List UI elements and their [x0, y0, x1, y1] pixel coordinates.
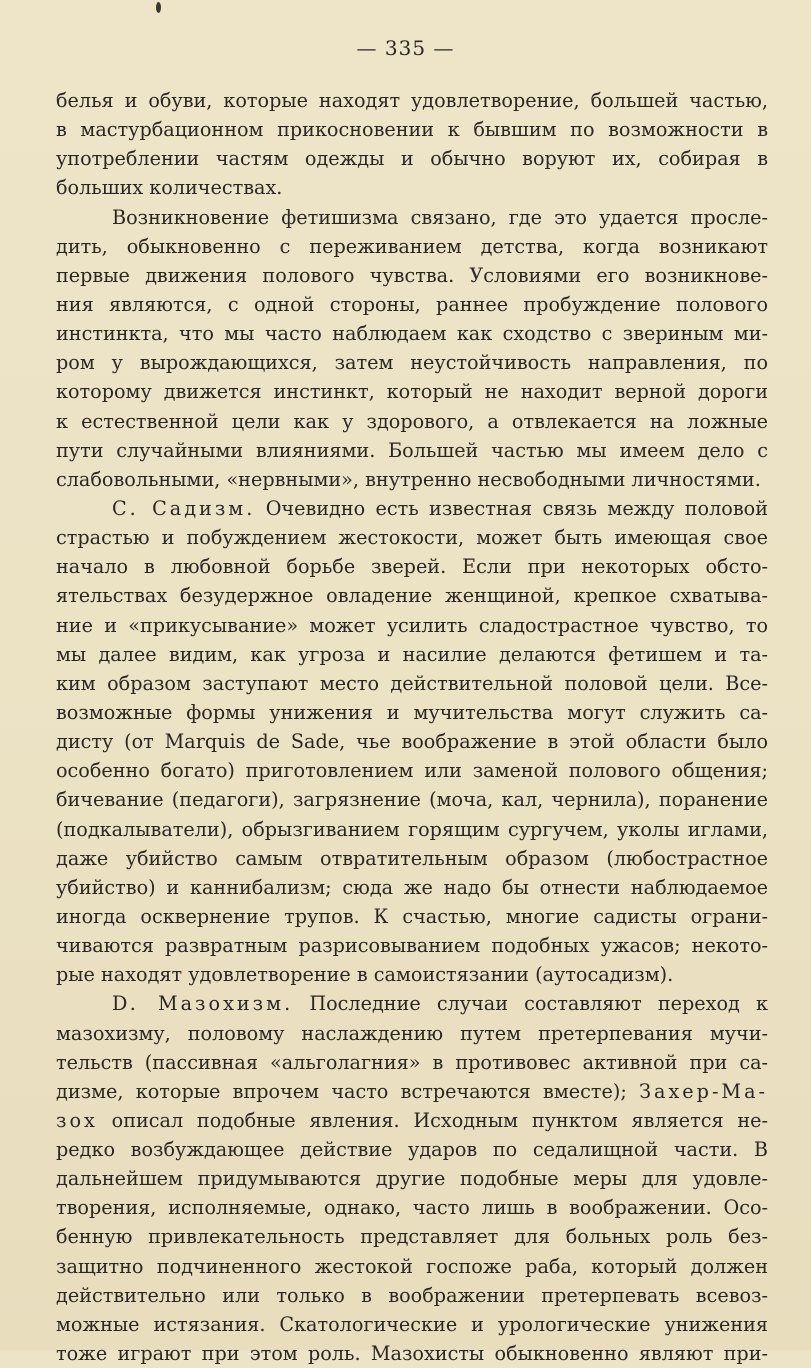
- text-fragment: дизме, которые впрочем часто встречаются вместе);: [56, 1079, 627, 1103]
- text-line: действительно или только в воображении претерпевать всевоз-: [56, 1283, 768, 1307]
- text-line: пути случайными влияниями. Большей частью мы имеем дело с: [56, 438, 768, 462]
- text-line: можные истязания. Скатологические и урологические унижения: [56, 1312, 768, 1336]
- text-line: чиваются развратным разрисовыванием подобных ужасов; некото-: [56, 934, 768, 958]
- heading-sadism: С. Садизм.: [112, 496, 256, 520]
- text-line: мы далее видим, как угроза и насилие делаются фетишем и та-: [56, 642, 768, 666]
- text-line: [56, 494, 768, 523]
- text-line: дить, обыкновенно с переживанием детства, когда возникают: [56, 234, 768, 258]
- text-line: ния являются, с одной стороны, раннее пробуждение полового: [56, 292, 768, 316]
- text-line: бичевание (педагоги), загрязнение (моча, кал, чернила), поранение: [56, 788, 768, 812]
- text-line: инстинкта, что мы часто наблюдаем как сходство с звериным ми-: [56, 322, 768, 346]
- text-line: к естественной цели как у здорового, а отвлекается на ложные: [56, 409, 768, 433]
- text-line: белья и обуви, которые находят удовлетворение, большей частью,: [56, 89, 768, 112]
- text-fragment: Очевидно есть известная связь между половой: [265, 496, 768, 520]
- text-line: слабовольными, «нервными», внутренно несвободными личностями.: [56, 467, 761, 491]
- text-line: защитно подчиненного жестокой госпоже раба, который должен: [56, 1254, 768, 1278]
- text-line: которому движется инстинкт, который не находит верной дороги: [56, 380, 768, 404]
- text-line: убийство) и каннибализм; сюда же надо бы отнести наблюдаемое: [56, 875, 768, 899]
- text-line: редко возбуждающее действие ударов по седалищной части. В: [56, 1138, 768, 1162]
- text-line: Возникновение фетишизма связано, где это удается просле-: [112, 205, 768, 229]
- text-line: страстью и побуждением жестокости, может быть имеющая свое: [56, 526, 768, 550]
- text-line: ние и «прикусывание» может усилить сладострастное чувство, то: [56, 613, 768, 637]
- name-sacher-masoch: Захер-Ма-: [639, 1079, 768, 1103]
- heading-masochism: D. Мазохизм.: [112, 992, 294, 1016]
- text-line: рые находят удовлетворение в самоистязании (аутосадизм).: [56, 963, 674, 987]
- ink-spot: [156, 2, 161, 13]
- text-line: мазохизму, половому наслаждению путем претерпевания мучи-: [56, 1021, 768, 1045]
- text-line: [56, 989, 768, 1018]
- text-line: возможные формы унижения и мучительства могут служить са-: [56, 700, 768, 724]
- page-number: — 335 —: [356, 36, 455, 60]
- text-line: начало в любовной борьбе зверей. Если при некоторых обсто-: [56, 555, 768, 579]
- text-line: дисту (от Marquis de Sade, чье воображение в этой области было: [56, 730, 768, 754]
- body-text: [56, 86, 768, 1368]
- text-line: первые движения полового чувства. Условиями его возникнове-: [56, 263, 768, 287]
- text-line: (подкалыватели), обрызгиванием горящим сургучем, уколы иглами,: [56, 817, 768, 841]
- text-line: дальнейшем придумываются другие подобные меры для удовле-: [56, 1167, 768, 1191]
- text-fragment: описал подобные явления. Исходным пунктом является не-: [111, 1108, 768, 1132]
- text-line: [56, 1106, 768, 1135]
- text-line: особенно богато) приготовлением или заменой полового общения;: [56, 759, 768, 783]
- text-fragment: Последние случаи составляют переход к: [309, 992, 768, 1016]
- text-line: в мастурбационном прикосновении к бывшим по возможности в: [56, 118, 768, 142]
- text-line: [56, 1077, 768, 1106]
- text-line: даже убийство самым отвратительным образом (любострастное: [56, 846, 768, 870]
- text-line: ром у вырождающихся, затем неустойчивость направления, по: [56, 351, 768, 375]
- text-line: тельств (пассивная «альголагния» в противовес активной при са-: [56, 1050, 768, 1074]
- text-line: иногда осквернение трупов. К счастью, многие садисты ограни-: [56, 904, 768, 928]
- text-line: тоже играют при этом роль. Мазохисты обыкновенно являют при-: [56, 1342, 768, 1366]
- name-sacher-masoch: зох: [56, 1108, 98, 1132]
- text-line: употреблении частям одежды и обычно воруют их, собирая в: [56, 147, 768, 171]
- text-line: творения, исполняемые, однако, часто лишь в воображении. Осо-: [56, 1196, 768, 1220]
- text-line: больших количествах.: [56, 176, 283, 200]
- text-line: бенную привлекательность представляет для больных роль без-: [56, 1225, 768, 1249]
- text-line: ятельствах безудержное овладение женщиной, крепкое схватыва-: [56, 584, 768, 608]
- text-line: ким образом заступают место действительной половой цели. Все-: [56, 671, 768, 695]
